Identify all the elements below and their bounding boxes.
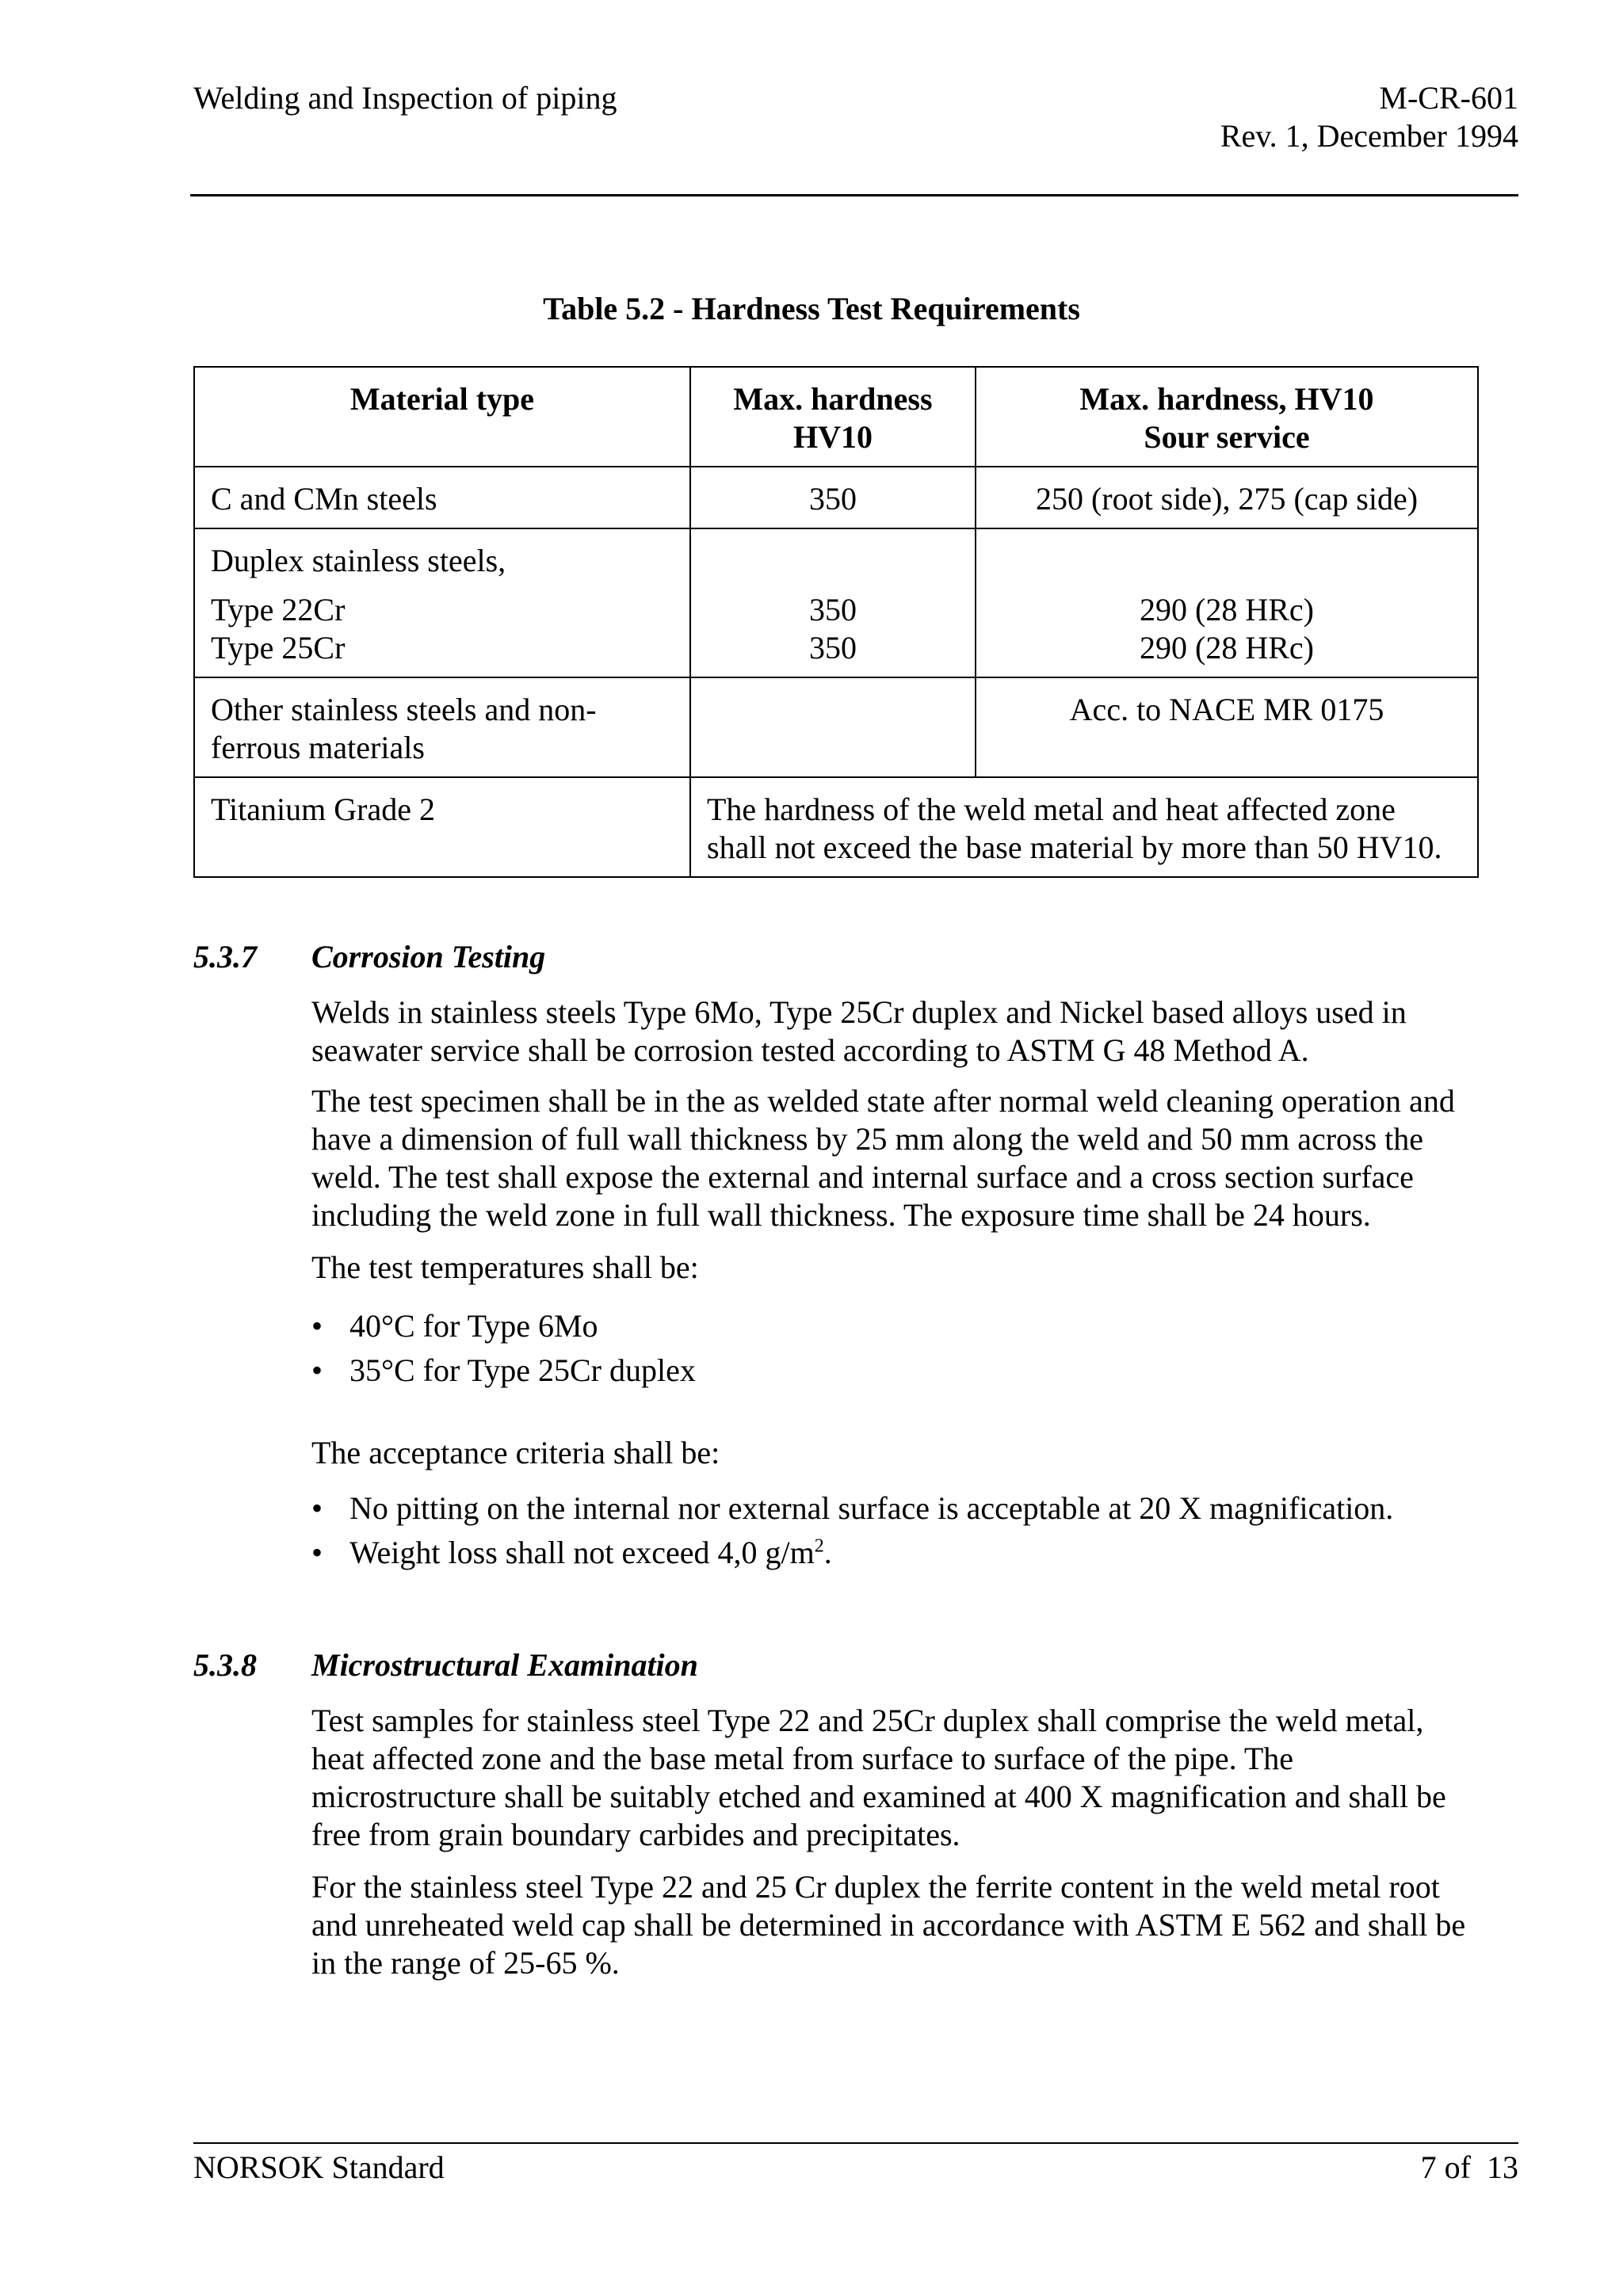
header-doc-number: M-CR-601 bbox=[1379, 80, 1518, 116]
cell-material: C and CMn steels bbox=[194, 467, 690, 528]
section-537-temps-intro: The test temperatures shall be: bbox=[311, 1249, 699, 1285]
page-number: 7 of 13 bbox=[1420, 2149, 1518, 2185]
table-row bbox=[194, 677, 1478, 777]
list-item: • 35°C for Type 25Cr duplex bbox=[311, 1352, 696, 1388]
header-max-hardness: Max. hardness HV10 bbox=[690, 367, 976, 467]
section-537-title: Corrosion Testing bbox=[311, 939, 546, 974]
cell-merged-note: The hardness of the weld metal and heat affected zone shall not exceed the base material by more than 50 HV10. bbox=[690, 777, 1478, 877]
section-537-number: 5.3.7 bbox=[193, 939, 257, 974]
section-537-para1: Welds in stainless steels Type 6Mo, Type 25Cr duplex and Nickel based alloys used in seawater service shall be corrosion tested according to ASTM G 48 Method A. bbox=[311, 994, 1407, 1068]
cell-sour: 250 (root side), 275 (cap side) bbox=[976, 467, 1478, 528]
header-material-type: Material type bbox=[194, 367, 690, 467]
bullet-icon: • bbox=[311, 1490, 323, 1526]
cell-material: Titanium Grade 2 bbox=[194, 777, 690, 877]
header-revision: Rev. 1, December 1994 bbox=[1220, 118, 1518, 154]
cell-max-hv10: 350 350 bbox=[690, 528, 976, 677]
cell-max-hv10 bbox=[690, 677, 976, 777]
cell-material: Duplex stainless steels, Type 22Cr Type 25Cr bbox=[194, 528, 690, 677]
section-538-para1: Test samples for stainless steel Type 22 and 25Cr duplex shall comprise the weld metal, heat affected zone and the base metal from surface to surface of the pipe. The microstructure shall be suitably etched and examined at 400 X magnification and shall be free from grain boundary carbides and precipitates. bbox=[311, 1703, 1446, 1852]
header-title: Welding and Inspection of piping bbox=[193, 80, 617, 116]
list-item: • 40°C for Type 6Mo bbox=[311, 1308, 598, 1344]
table-row bbox=[194, 777, 1478, 877]
cell-max-hv10: 350 bbox=[690, 467, 976, 528]
hardness-table bbox=[193, 366, 1479, 878]
cell-sour: Acc. to NACE MR 0175 bbox=[976, 677, 1478, 777]
table-row bbox=[194, 528, 1478, 677]
section-538-para2: For the stainless steel Type 22 and 25 Cr duplex the ferrite content in the weld metal root and unreheated weld cap shall be determined in accordance with ASTM E 562 and shall be in the range of 25-65 %. bbox=[311, 1869, 1466, 1981]
footer-rule bbox=[193, 2142, 1518, 2144]
bullet-icon: • bbox=[311, 1535, 323, 1570]
table-title: Table 5.2 - Hardness Test Requirements bbox=[543, 291, 1080, 326]
header-rule bbox=[190, 194, 1518, 196]
table-row bbox=[194, 467, 1478, 528]
section-537-para2: The test specimen shall be in the as welded state after normal weld cleaning operation and have a dimension of full wall thickness by 25 mm along the weld and 50 mm across the weld. The test shall expose the external and internal surface and a cross section surface including the weld zone in full wall thickness. The exposure time shall be 24 hours. bbox=[311, 1083, 1455, 1233]
section-538-number: 5.3.8 bbox=[193, 1647, 257, 1683]
header-sour-service: Max. hardness, HV10 Sour service bbox=[976, 367, 1478, 467]
bullet-icon: • bbox=[311, 1352, 323, 1388]
cell-sour: 290 (28 HRc) 290 (28 HRc) bbox=[976, 528, 1478, 677]
cell-material: Other stainless steels and non- ferrous materials bbox=[194, 677, 690, 777]
footer-left: NORSOK Standard bbox=[193, 2149, 445, 2185]
section-538-title: Microstructural Examination bbox=[311, 1647, 698, 1683]
list-item: • Weight loss shall not exceed 4,0 $g/m^2$. bbox=[311, 1535, 832, 1570]
list-item: • No pitting on the internal nor external surface is acceptable at 20 X magnification. bbox=[311, 1490, 1394, 1526]
bullet-icon: • bbox=[311, 1308, 323, 1344]
table-header-row bbox=[194, 367, 1478, 467]
section-537-acceptance-intro: The acceptance criteria shall be: bbox=[311, 1435, 720, 1470]
